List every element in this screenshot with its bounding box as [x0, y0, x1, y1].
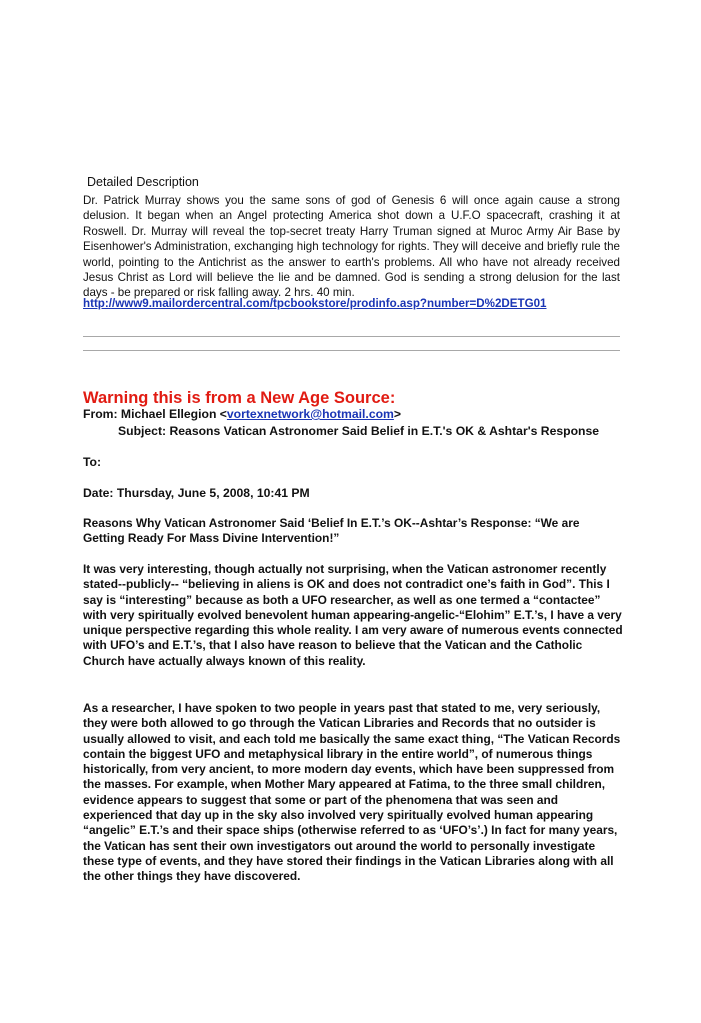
divider-bottom: [83, 350, 620, 351]
description-body: Dr. Patrick Murray shows you the same sons of god of Genesis 6 will once again cause a strong delusion. It began when an Angel protecting America shot down a U.F.O spacecraft, crashing it at Roswell. Dr. Murray will reveal the top-secret treaty Harry Truman signed at Muroc Army Air Base by Eisenhower's Administration, exchanging high technology for rights. They will deceive and briefly rule the world, pointing to the Antichrist as the answer to earth's problems. All who have not already received Jesus Christ as Lord will believe the lie and be damned. God is sending a strong delusion for the last days - be prepared or risk falling away. 2 hrs. 40 min.: [83, 194, 620, 300]
email-to: To:: [83, 455, 102, 469]
from-email-link[interactable]: vortexnetwork@hotmail.com: [226, 407, 394, 421]
warning-heading: Warning this is from a New Age Source:: [83, 389, 396, 407]
divider-top: [83, 336, 620, 337]
email-date: Date: Thursday, June 5, 2008, 10:41 PM: [83, 486, 310, 500]
email-subject: Subject: Reasons Vatican Astronomer Said Belief in E.T.'s OK & Ashtar's Response: [118, 424, 600, 438]
email-paragraph-1: It was very interesting, though actually not surprising, when the Vatican astronomer recently stated--publicly-- “believing in aliens is OK and does not contradict one’s faith in God”. This I say is “interesting” because as both a UFO researcher, as well as one termed a “contactee” with very spiritually evolved benevolent human appearing-angelic-“Elohim” E.T.’s, I have a very unique perspective regarding this whole reality. I am very aware of numerous events connected with UFO’s and E.T.’s, that I also have reason to believe that the Vatican and the Catholic Church have actually always known of this reality.: [83, 562, 623, 668]
email-from: [83, 407, 620, 421]
from-close: >: [393, 407, 402, 421]
email-paragraph-2: As a researcher, I have spoken to two people in years past that stated to me, very seriously, they were both allowed to go through the Vatican Libraries and Records that no outsider is usually allowed to visit, and each told me basically the same exact thing, “The Vatican Records contain the biggest UFO and metaphysical library in the entire world”, of numerous things historically, from very ancient, to more modern day events, which have been suppressed from the masses. For example, when Mother Mary appeared at Fatima, to the three small children, evidence appears to suggest that some or part of the phenomena that was seen and experienced that day up in the sky also involved very spiritually evolved human appearing “angelic” E.T.’s and their space ships (otherwise referred to as ‘UFO’s’.) In fact for many years, the Vatican has sent their own investigators out around the world to personally investigate these type of events, and they have stored their findings in the Vatican Libraries along with all the other things they have discovered.: [83, 701, 621, 884]
from-label: From: Michael Ellegion <: [83, 407, 227, 421]
product-link[interactable]: http://www9.mailordercentral.com/tpcbookstore/prodinfo.asp?number=D%2DETG01: [83, 297, 547, 310]
email-headline: Reasons Why Vatican Astronomer Said ‘Belief In E.T.’s OK--Ashtar’s Response: “We are Getting Ready For Mass Divine Intervention!”: [83, 516, 580, 546]
description-heading: Detailed Description: [87, 175, 199, 189]
